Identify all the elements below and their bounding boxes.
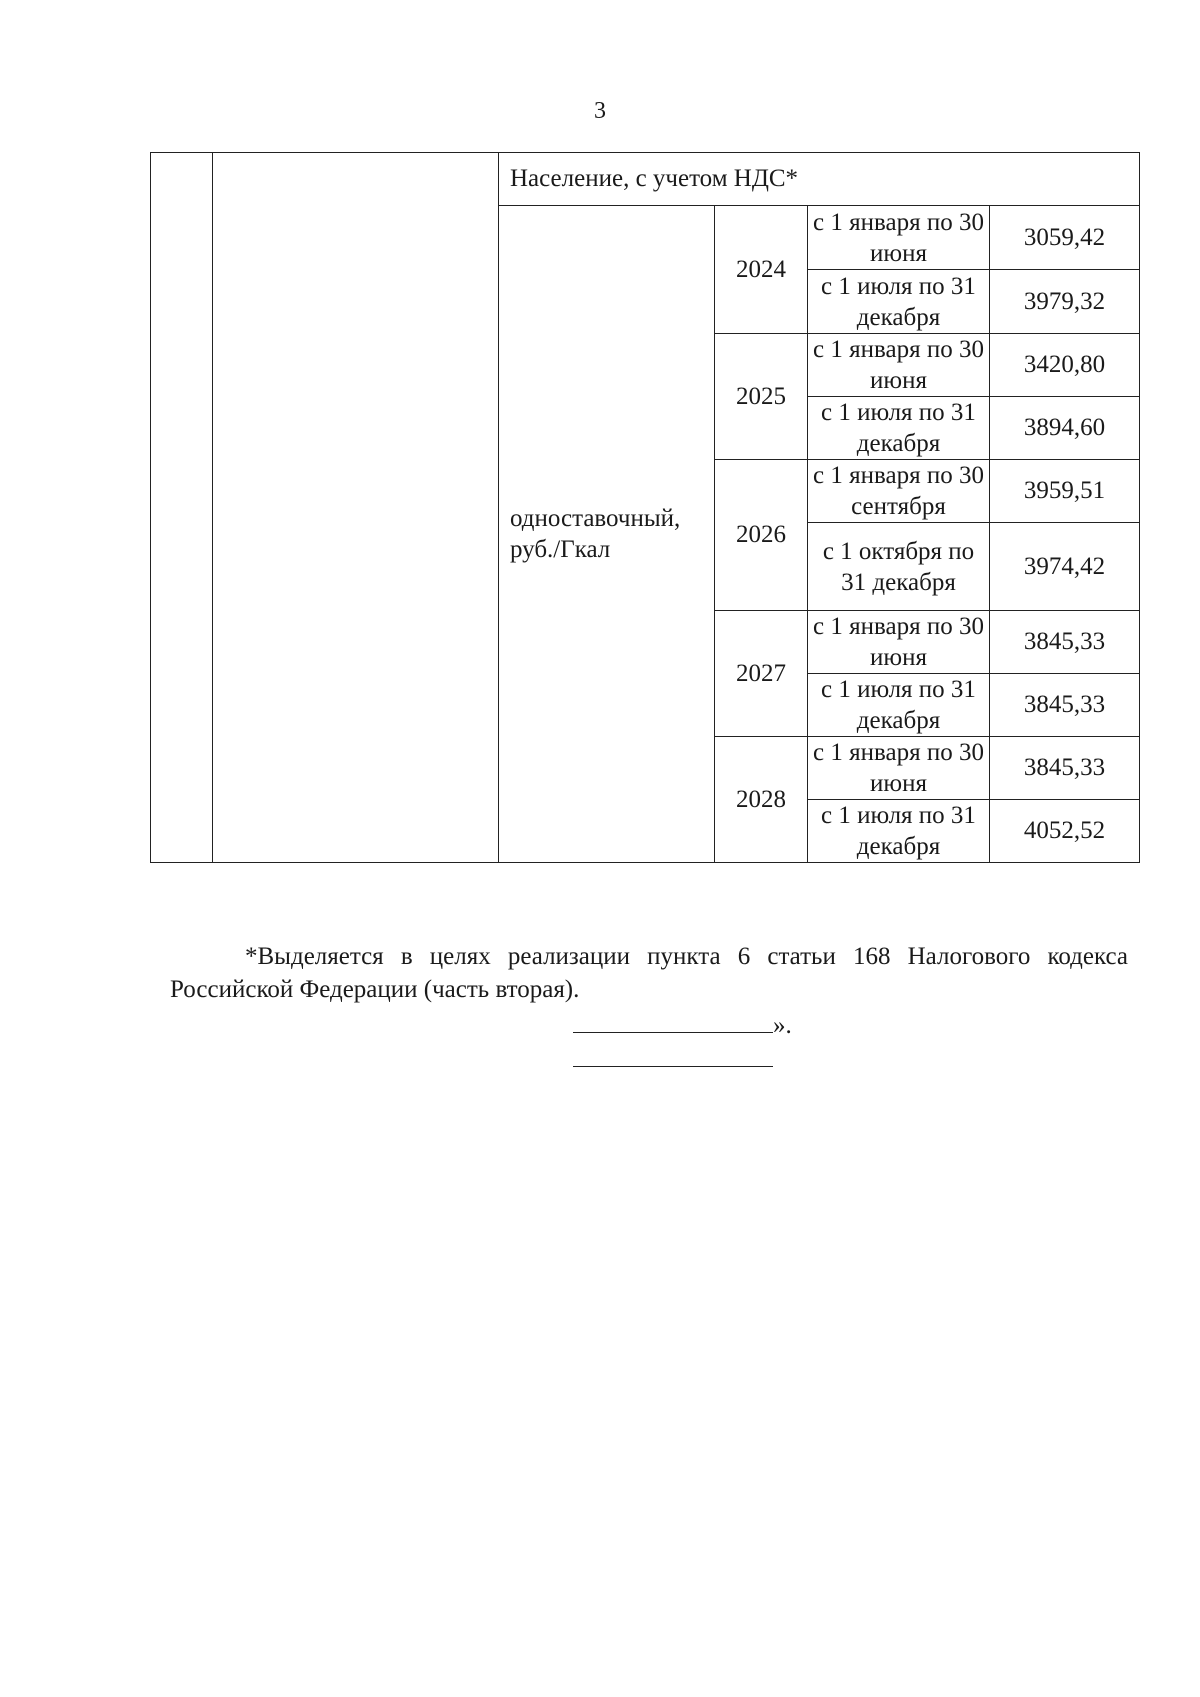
period-cell: с 1 июля по 31 декабря xyxy=(808,800,990,863)
period-cell: с 1 июля по 31 декабря xyxy=(808,674,990,737)
tariff-value-cell: 3059,42 xyxy=(990,206,1140,270)
tariff-value-cell: 3959,51 xyxy=(990,460,1140,523)
table-header-cell: Население, с учетом НДС* xyxy=(499,153,1140,206)
year-cell: 2024 xyxy=(715,206,808,334)
tariff-value-cell: 3420,80 xyxy=(990,334,1140,397)
tariff-value-cell: 3894,60 xyxy=(990,397,1140,460)
tariff-value-cell: 3845,33 xyxy=(990,674,1140,737)
tariff-value-cell: 4052,52 xyxy=(990,800,1140,863)
tariff-value-cell: 3845,33 xyxy=(990,611,1140,674)
table-header-row xyxy=(151,153,1140,206)
period-cell: с 1 января по 30 сентября xyxy=(808,460,990,523)
empty-cell-1 xyxy=(151,153,213,863)
tariff-value-cell: 3845,33 xyxy=(990,737,1140,800)
year-cell: 2027 xyxy=(715,611,808,737)
period-cell: с 1 июля по 31 декабря xyxy=(808,270,990,334)
tariff-value-cell: 3974,42 xyxy=(990,523,1140,611)
closing-mark: ». xyxy=(773,1012,792,1039)
closing-rule xyxy=(573,1008,773,1033)
empty-cell-2 xyxy=(213,153,499,863)
period-cell: с 1 июля по 31 декабря xyxy=(808,397,990,460)
footnote xyxy=(170,940,1128,1006)
page-number: 3 xyxy=(594,98,606,124)
period-cell: с 1 января по 30 июня xyxy=(808,206,990,270)
footnote-text: *Выделяется в целях реализации пункта 6 статьи 168 Налогового кодекса Российской Федерации (часть вторая). xyxy=(170,943,1128,1003)
year-cell: 2025 xyxy=(715,334,808,460)
year-cell: 2028 xyxy=(715,737,808,863)
tariff-type-cell: одноставочный, руб./Гкал xyxy=(499,206,715,863)
tariff-value-cell: 3979,32 xyxy=(990,270,1140,334)
tariff-table xyxy=(150,152,1140,863)
period-cell: с 1 января по 30 июня xyxy=(808,737,990,800)
end-rule xyxy=(573,1066,773,1067)
period-cell: с 1 января по 30 июня xyxy=(808,611,990,674)
closing-line xyxy=(573,1008,792,1040)
period-cell: с 1 октября по 31 декабря xyxy=(808,523,990,611)
period-cell: с 1 января по 30 июня xyxy=(808,334,990,397)
year-cell: 2026 xyxy=(715,460,808,611)
